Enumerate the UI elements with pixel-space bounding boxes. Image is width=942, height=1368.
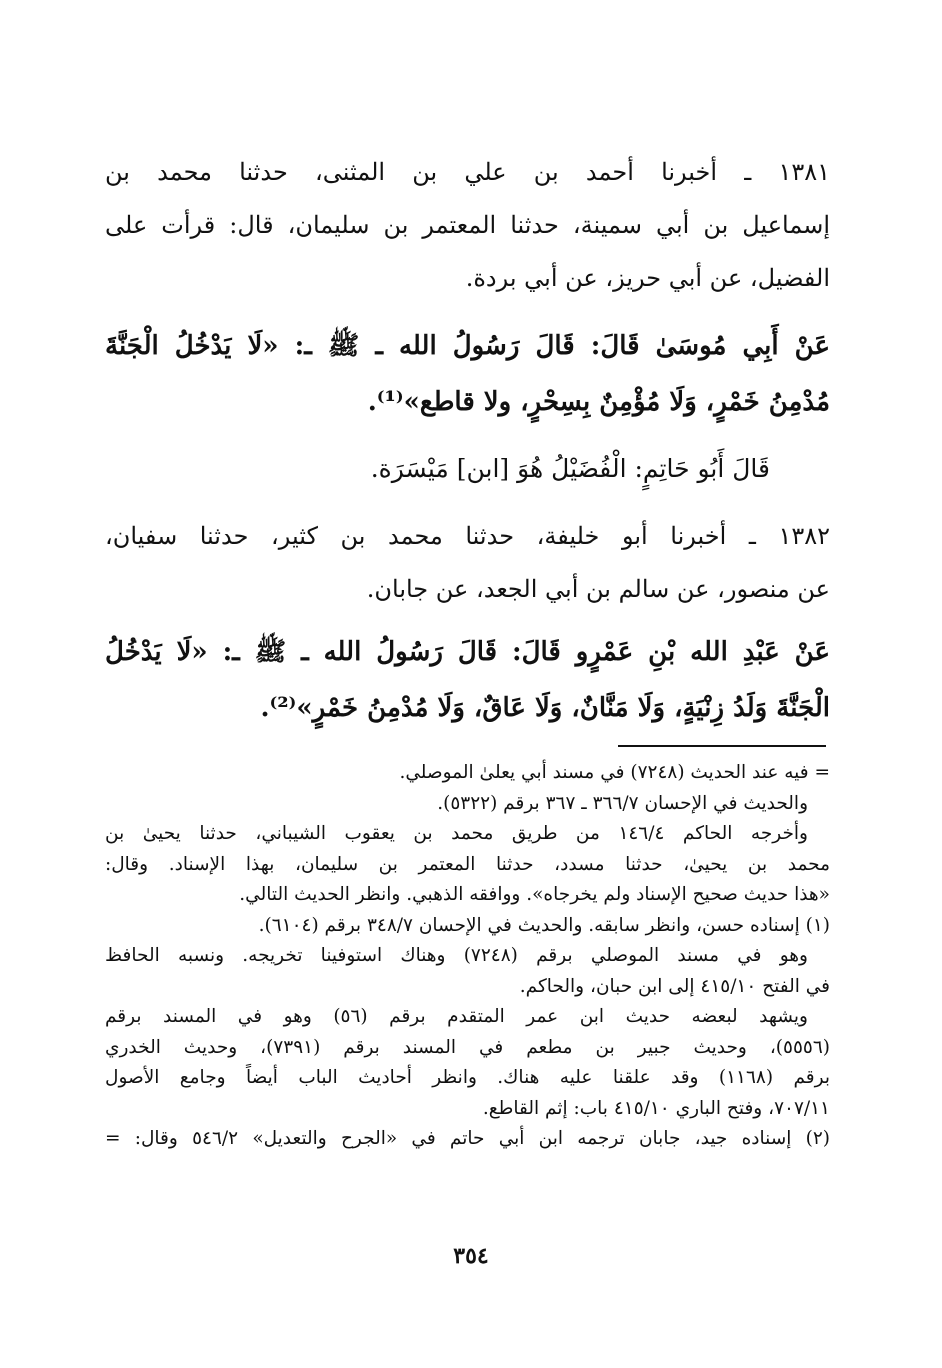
footnote-line: (٥٥٥٦)، وحديث جبير بن مطعم في المسند برقم (٧٣٩١)، وحديث الخدري (105, 1036, 830, 1058)
text-line: قَالَ أَبُو حَاتِمٍ: الْفُضَيْلُ هُوَ [ابن] مَيْسَرَة. (370, 454, 770, 483)
footnote-line: والحديث في الإحسان ٣٦٦/٧ ـ ٣٦٧ برقم (٥٣٢٢). (437, 792, 808, 814)
text-line: ١٣٨٢ ـ أخبرنا أبو خليفة، حدثنا محمد بن كثير، حدثنا سفيان، (105, 522, 830, 550)
footnote-line: وأخرجه الحاكم ١٤٦/٤ من طريق محمد بن يعقوب الشيباني، حدثنا يحيىٰ بن (105, 823, 808, 844)
text-line: الفضيل، عن أبي حريز، عن أبي بردة. (465, 264, 830, 292)
text-line: الْجَنَّةَ وَلَدُ زِنْيَةٍ، وَلَا مَنَّانٌ، وَلَا عَاقٌ، وَلَا مُدْمِنُ خَمْرٍ»⁽²⁾. (260, 693, 830, 723)
text-line: مُدْمِنُ خَمْرٍ، وَلَا مُؤْمِنٌ بِسِحْرٍ، ولا قاطع»⁽¹⁾. (367, 387, 830, 417)
footnote-divider (618, 745, 826, 747)
footnote-line: وهو في مسند الموصلي برقم (٧٢٤٨) وهناك استوفينا تخريجه. ونسبه الحافظ (105, 945, 808, 966)
hadith-1382-matn (105, 624, 830, 736)
hadith-1381-matn (105, 318, 830, 430)
abu-hatim-comment (105, 442, 830, 495)
footnote-line: ٧٠٧/١١، وفتح الباري ٤١٥/١٠ باب: إثم القاطع. (482, 1097, 830, 1119)
page-number: ٣٥٤ (453, 1243, 489, 1269)
footnote-line: (١) إسناده حسن، وانظر سابقه. والحديث في الإحسان ٣٤٨/٧ برقم (٦١٠٤). (258, 914, 830, 936)
footnote-line: ويشهد لبعضه حديث ابن عمر المتقدم برقم (٥٦) وهو في المسند برقم (105, 1006, 808, 1027)
footnote-line: برقم (١١٦٨) وقد علقنا عليه هناك. وانظر أحاديث الباب أيضاً وجامع الأصول (105, 1067, 830, 1088)
text-line: إسماعيل بن أبي سمينة، حدثنا المعتمر بن سليمان، قال: قرأت على (105, 211, 830, 239)
footnote-line: = فيه عند الحديث (٧٢٤٨) في مسند أبي يعلىٰ الموصلي. (399, 762, 830, 783)
footnote-line: (٢) إسناده جيد، جابان ترجمه ابن أبي حاتم في «الجرح والتعديل» ٥٤٦/٢ وقال: = (105, 1128, 830, 1149)
footnote-line: محمد بن يحيىٰ، حدثنا مسدد، حدثنا المعتمر بن سليمان، بهذا الإسناد. وقال: (105, 853, 830, 875)
footnote-line: في الفتح ٤١٥/١٠ إلى ابن حبان، والحاكم. (519, 975, 830, 997)
footnotes (105, 758, 830, 1155)
hadith-1381-isnad (105, 146, 830, 305)
text-line: ١٣٨١ ـ أخبرنا أحمد بن علي بن المثنى، حدثنا محمد بن (105, 158, 830, 186)
text-line: عَنْ عَبْدِ الله بْنِ عَمْرٍو قَالَ: قَالَ رَسُولُ الله ـ ﷺ ـ: «لَا يَدْخُلُ (105, 637, 830, 667)
text-line: عن منصور، عن سالم بن أبي الجعد، عن جابان. (366, 575, 830, 603)
text-line: عَنْ أَبِي مُوسَىٰ قَالَ: قَالَ رَسُولُ الله ـ ﷺ ـ: «لَا يَدْخُلُ الْجَنَّةَ (105, 331, 830, 361)
footnote-line: «هذا حديث صحيح الإسناد ولم يخرجاه». ووافقه الذهبي. وانظر الحديث التالي. (239, 884, 830, 905)
hadith-1382-isnad (105, 510, 830, 616)
